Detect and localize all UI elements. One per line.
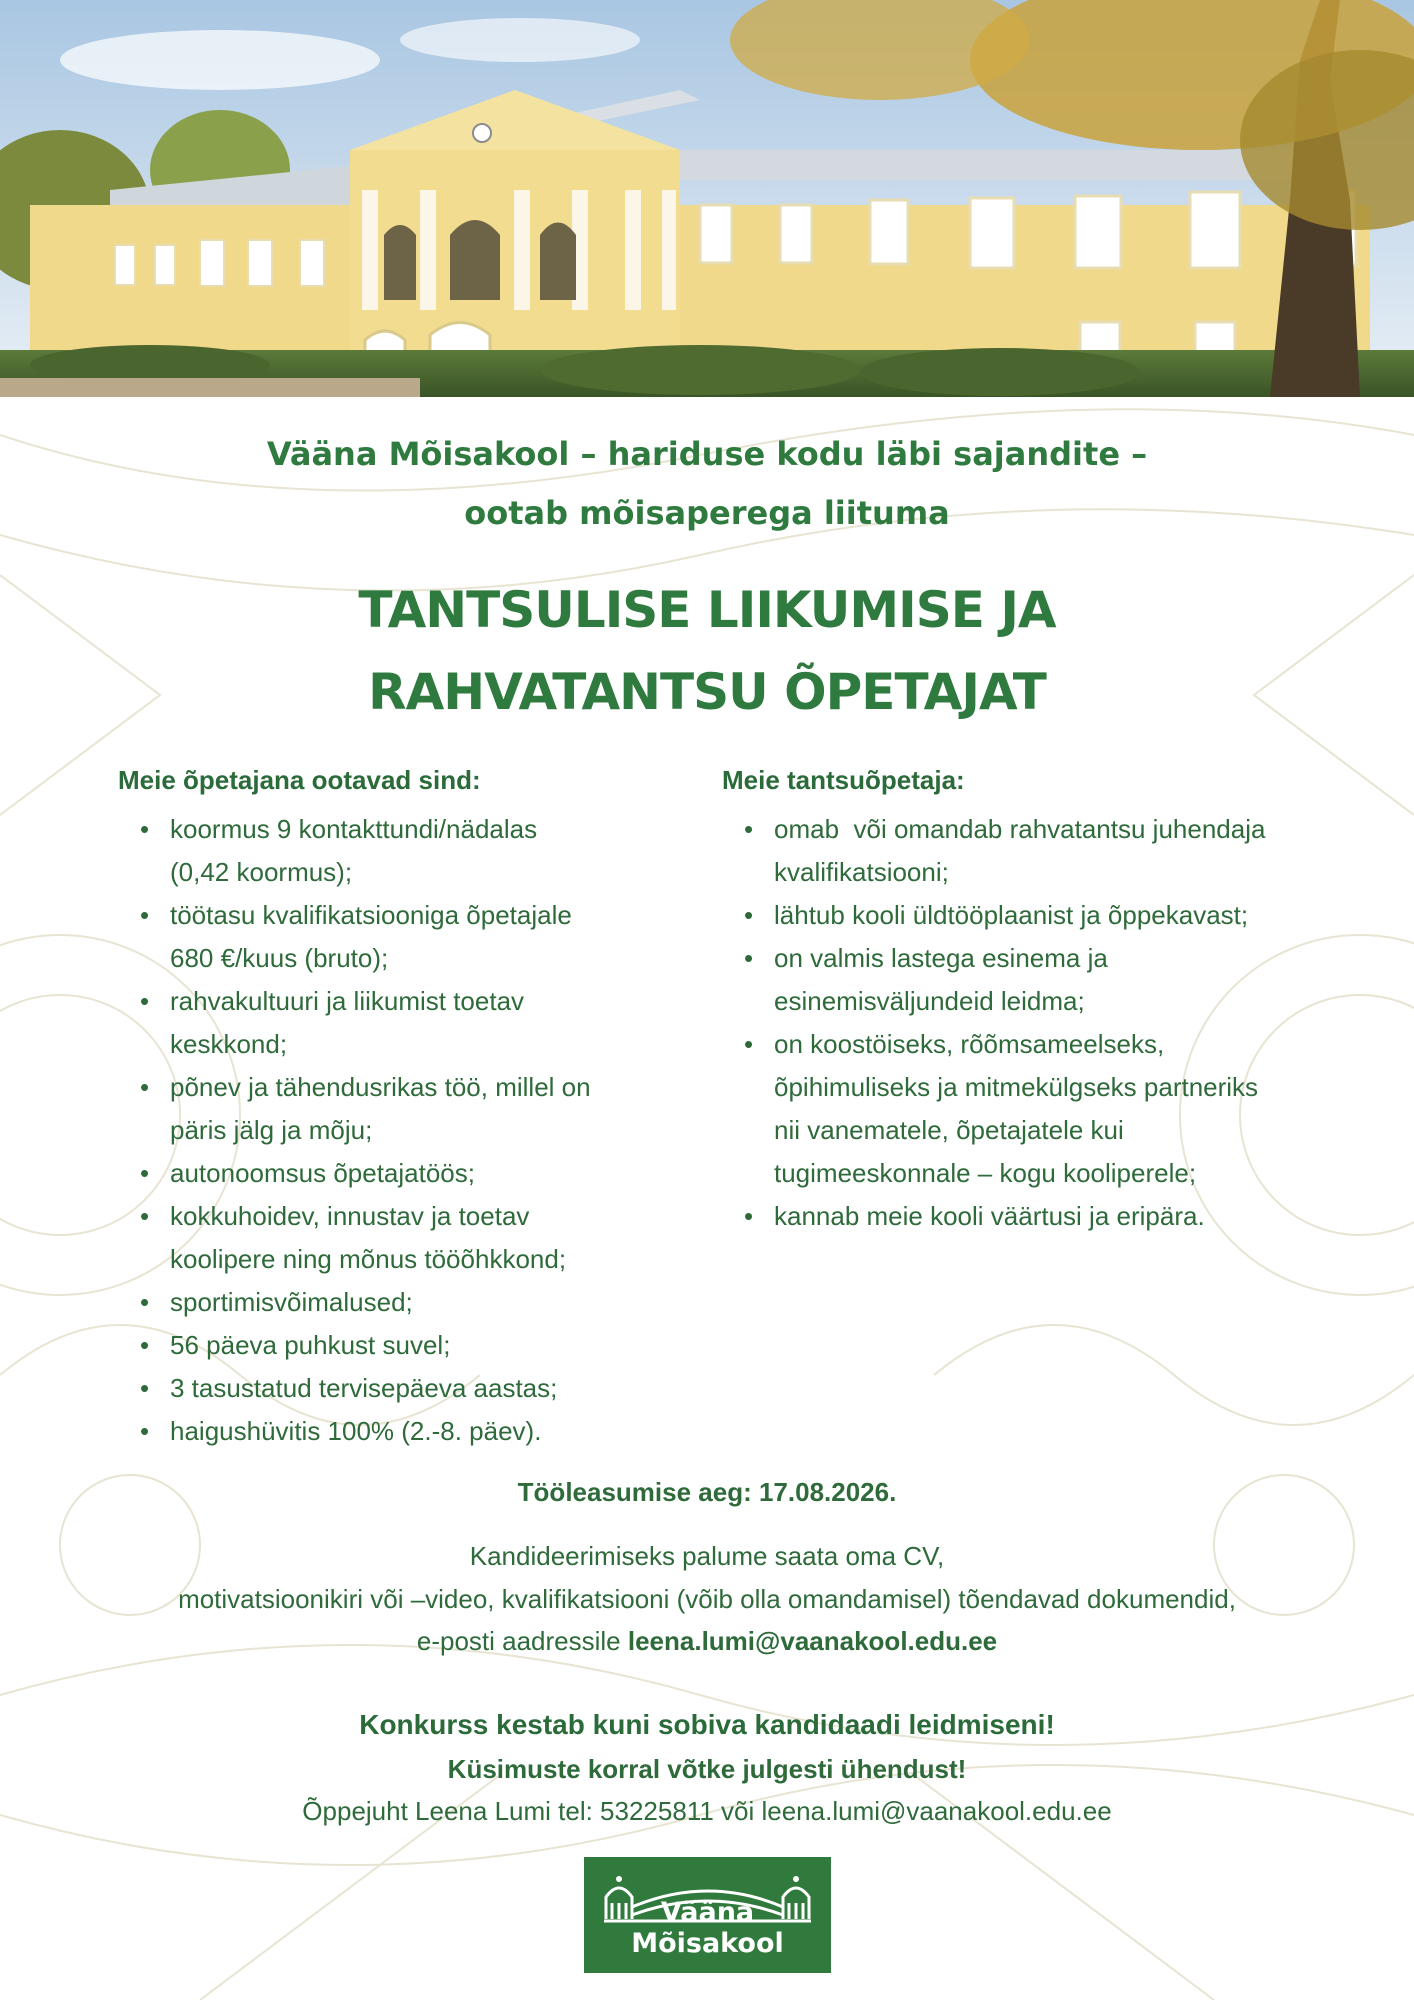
manor-photo bbox=[0, 0, 1414, 397]
list-item: • rahvakultuuri ja liikumist toetav keskkond; bbox=[170, 980, 658, 1066]
logo-text: Vääna Mõisakool bbox=[631, 1897, 784, 1959]
list-item: • haigushüvitis 100% (2.-8. päev). bbox=[170, 1410, 658, 1453]
teacher-list bbox=[722, 808, 1322, 1238]
start-date: Tööleasumise aeg: 17.08.2026. bbox=[517, 1477, 897, 1507]
list-item: • kannab meie kooli väärtusi ja eripära. bbox=[774, 1195, 1322, 1238]
contest-notice: Konkurss kestab kuni sobiva kandidaadi leidmiseni! bbox=[359, 1709, 1055, 1740]
teacher-heading: Meie tantsuõpetaja: bbox=[722, 765, 965, 795]
list-item: • kokkuhoidev, innustav ja toetav koolipere ning mõnus tööõhkkond; bbox=[170, 1195, 658, 1281]
list-item: • sportimisvõimalused; bbox=[170, 1281, 658, 1324]
offer-heading: Meie õpetajana ootavad sind: bbox=[118, 765, 481, 795]
questions-notice: Küsimuste korral võtke julgesti ühendust! bbox=[447, 1754, 967, 1784]
apply-email-prefix: e-posti aadressile bbox=[416, 1626, 628, 1656]
contact-info: Õppejuht Leena Lumi tel: 53225811 või leena.lumi@vaanakool.edu.ee bbox=[302, 1796, 1112, 1826]
apply-line-1: Kandideerimiseks palume saata oma CV, bbox=[469, 1541, 945, 1571]
list-item: • autonoomsus õpetajatöös; bbox=[170, 1152, 658, 1195]
job-title-line-1: TANTSULISE LIIKUMISE JA bbox=[358, 581, 1056, 639]
list-item: • põnev ja tähendusrikas töö, millel on päris jälg ja mõju; bbox=[170, 1066, 658, 1152]
teacher-requirements-section bbox=[722, 758, 1322, 1238]
intro-line-2: ootab mõisaperega liituma bbox=[464, 494, 950, 532]
job-title-line-2: RAHVATANTSU ÕPETAJAT bbox=[368, 663, 1046, 721]
list-item: • on koostöiseks, rõõmsameelseks, õpihimuliseks ja mitmekülgseks partneriks nii vanematele, õpetajatele kui tugimeeskonnale – kogu kooliperele; bbox=[774, 1023, 1322, 1195]
list-item: • lähtub kooli üldtööplaanist ja õppekavast; bbox=[774, 894, 1322, 937]
offer-section bbox=[118, 758, 658, 1453]
list-item: • töötasu kvalifikatsiooniga õpetajale 680 €/kuus (bruto); bbox=[170, 894, 658, 980]
apply-line-2: motivatsioonikiri või –video, kvalifikatsiooni (võib olla omandamisel) tõendavad dokumendid, bbox=[178, 1584, 1236, 1614]
apply-email-link[interactable]: leena.lumi@vaanakool.edu.ee bbox=[627, 1626, 998, 1656]
list-item: • omab või omandab rahvatantsu juhendaja kvalifikatsiooni; bbox=[774, 808, 1322, 894]
intro-line-1: Vääna Mõisakool – hariduse kodu läbi sajandite – bbox=[266, 435, 1148, 473]
school-logo bbox=[584, 1857, 831, 1973]
apply-line-3 bbox=[0, 1620, 1414, 1662]
list-item: • 3 tasustatud tervisepäeva aastas; bbox=[170, 1367, 658, 1410]
offer-list bbox=[118, 808, 658, 1453]
list-item: • koormus 9 kontakttundi/nädalas (0,42 koormus); bbox=[170, 808, 658, 894]
list-item: • on valmis lastega esinema ja esinemisväljundeid leidma; bbox=[774, 937, 1322, 1023]
list-item: • 56 päeva puhkust suvel; bbox=[170, 1324, 658, 1367]
